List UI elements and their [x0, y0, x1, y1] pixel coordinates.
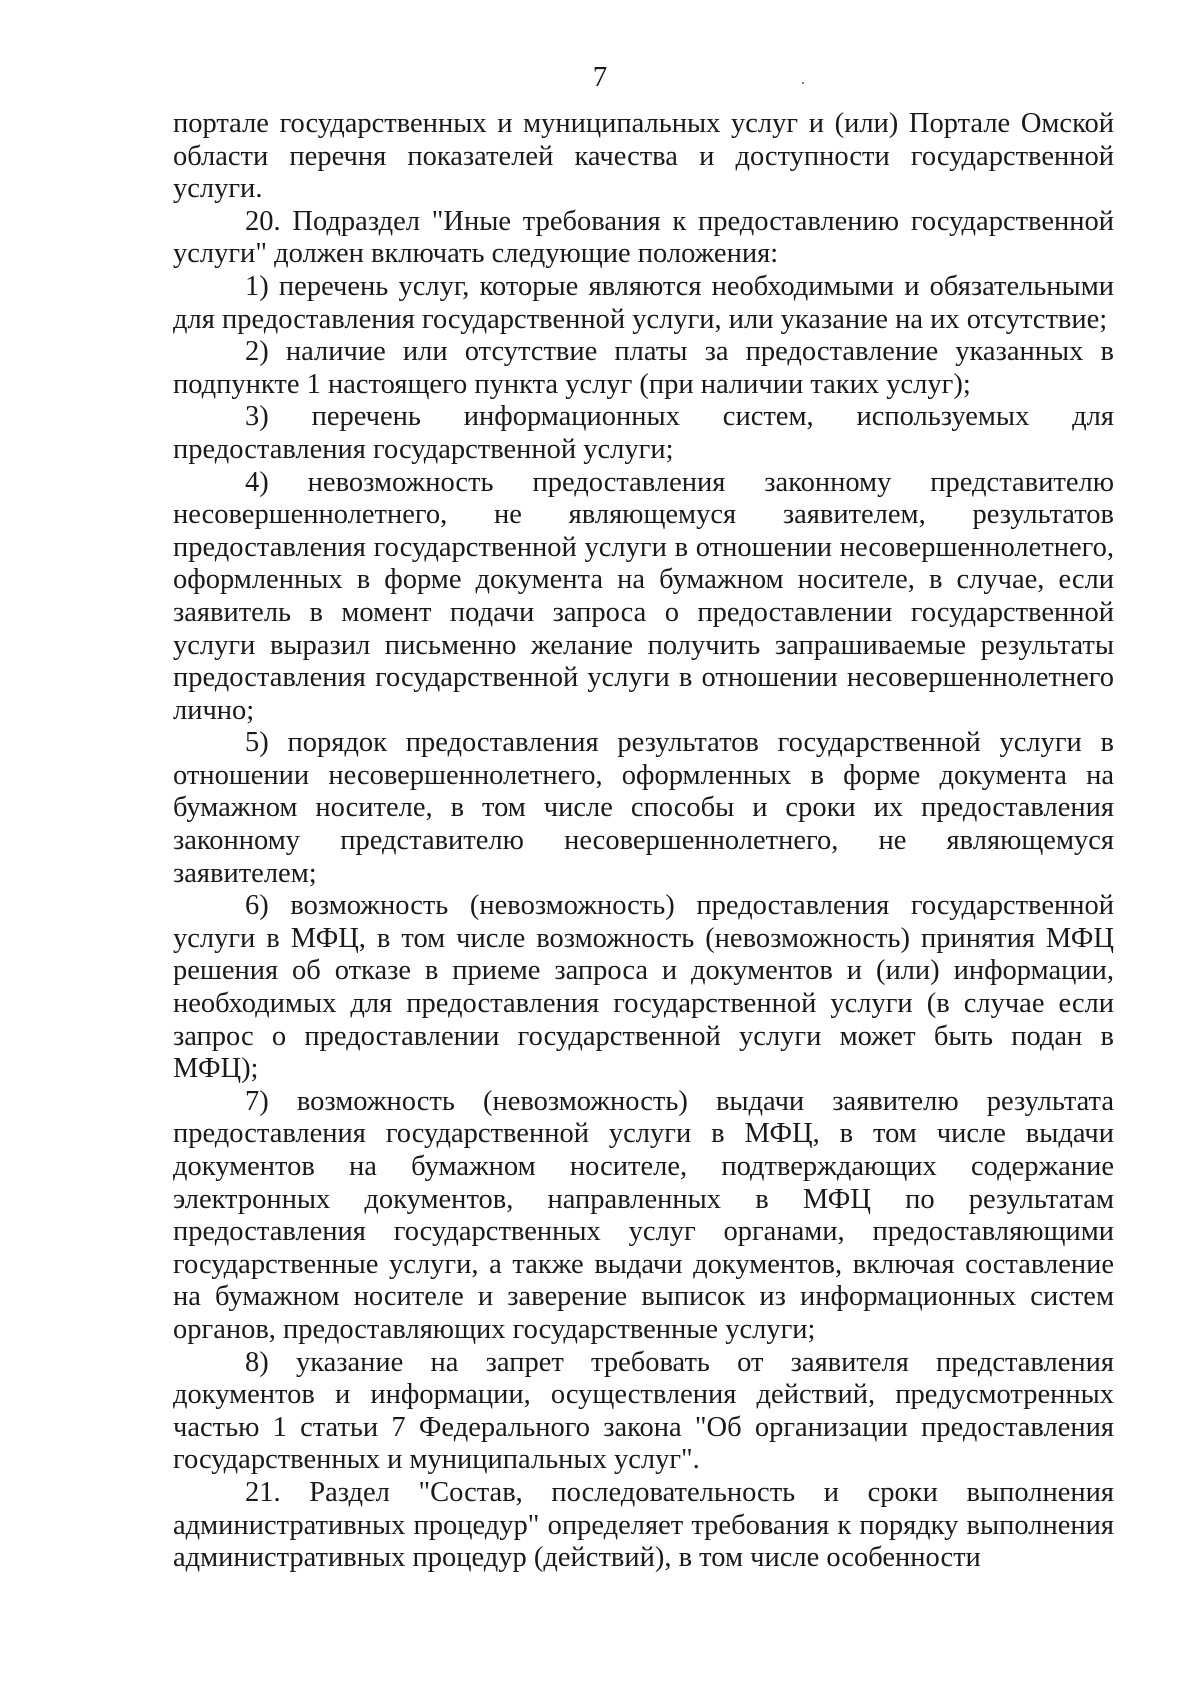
scan-speck — [802, 82, 804, 84]
paragraph-subitem-3: 3) перечень информационных систем, используемых для предоставления государственной услуги; — [173, 401, 1114, 465]
paragraph-subitem-7: 7) возможность (невозможность) выдачи заявителю результата предоставления государственной услуги в МФЦ, в том числе выдачи документов на бумажном носителе, подтверждающих содержание электронных документов, направленных в МФЦ по результатам предоставления государственных услуг органами, предоставляющими государственные услуги, а также выдачи документов, включая составление на бумажном носителе и заверение выписок из информационных систем органов, предоставляющих государственные услуги; — [173, 1085, 1114, 1345]
page-number: 7 — [592, 61, 608, 93]
paragraph-subitem-4: 4) невозможность предоставления законному представителю несовершеннолетнего, не являющемуся заявителем, результатов предоставления государственной услуги в отношении несовершеннолетнего, оформленных в форме документа на бумажном носителе, в случае, если заявитель в момент подачи запроса о предоставлении государственной услуги выразил письменно желание получить запрашиваемые результаты предоставления государственной услуги в отношении несовершеннолетнего лично; — [173, 466, 1114, 726]
document-body — [173, 108, 1114, 1575]
paragraph-subitem-1: 1) перечень услуг, которые являются необходимыми и обязательными для предоставления государственной услуги, или указание на их отсутствие; — [173, 270, 1114, 335]
paragraph-continuation: порталe государственных и муниципальных услуг и (или) Портале Омской области перечня показателей качества и доступности государственной услуги. — [173, 108, 1114, 205]
paragraph-item-20: 20. Подраздел "Иные требования к предоставлению государственной услуги" должен включать следующие положения: — [173, 205, 1114, 270]
paragraph-item-21: 21. Раздел "Состав, последовательность и сроки выполнения административных процедур" определяет требования к порядку выполнения административных процедур (действий), в том числе особенности — [173, 1476, 1114, 1574]
paragraph-subitem-8: 8) указание на запрет требовать от заявителя представления документов и информации, осуществления действий, предусмотренных частью 1 статьи 7 Федерального закона "Об организации предоставления государственных и муниципальных услуг". — [173, 1346, 1114, 1476]
paragraph-subitem-5: 5) порядок предоставления результатов государственной услуги в отношении несовершеннолетнего, оформленных в форме документа на бумажном носителе, в том числе способы и сроки их предоставления законному представителю несовершеннолетнего, не являющемуся заявителем; — [173, 727, 1114, 889]
paragraph-subitem-2: 2) наличие или отсутствие платы за предоставление указанных в подпункте 1 настоящего пункта услуг (при наличии таких услуг); — [173, 336, 1114, 400]
paragraph-subitem-6: 6) возможность (невозможность) предоставления государственной услуги в МФЦ, в том числе возможность (невозможность) принятия МФЦ решения об отказе в приеме запроса и документов и (или) информации, необходимых для предоставления государственной услуги (в случае если запрос о предоставлении государственной услуги может быть подан в МФЦ); — [173, 890, 1114, 1085]
